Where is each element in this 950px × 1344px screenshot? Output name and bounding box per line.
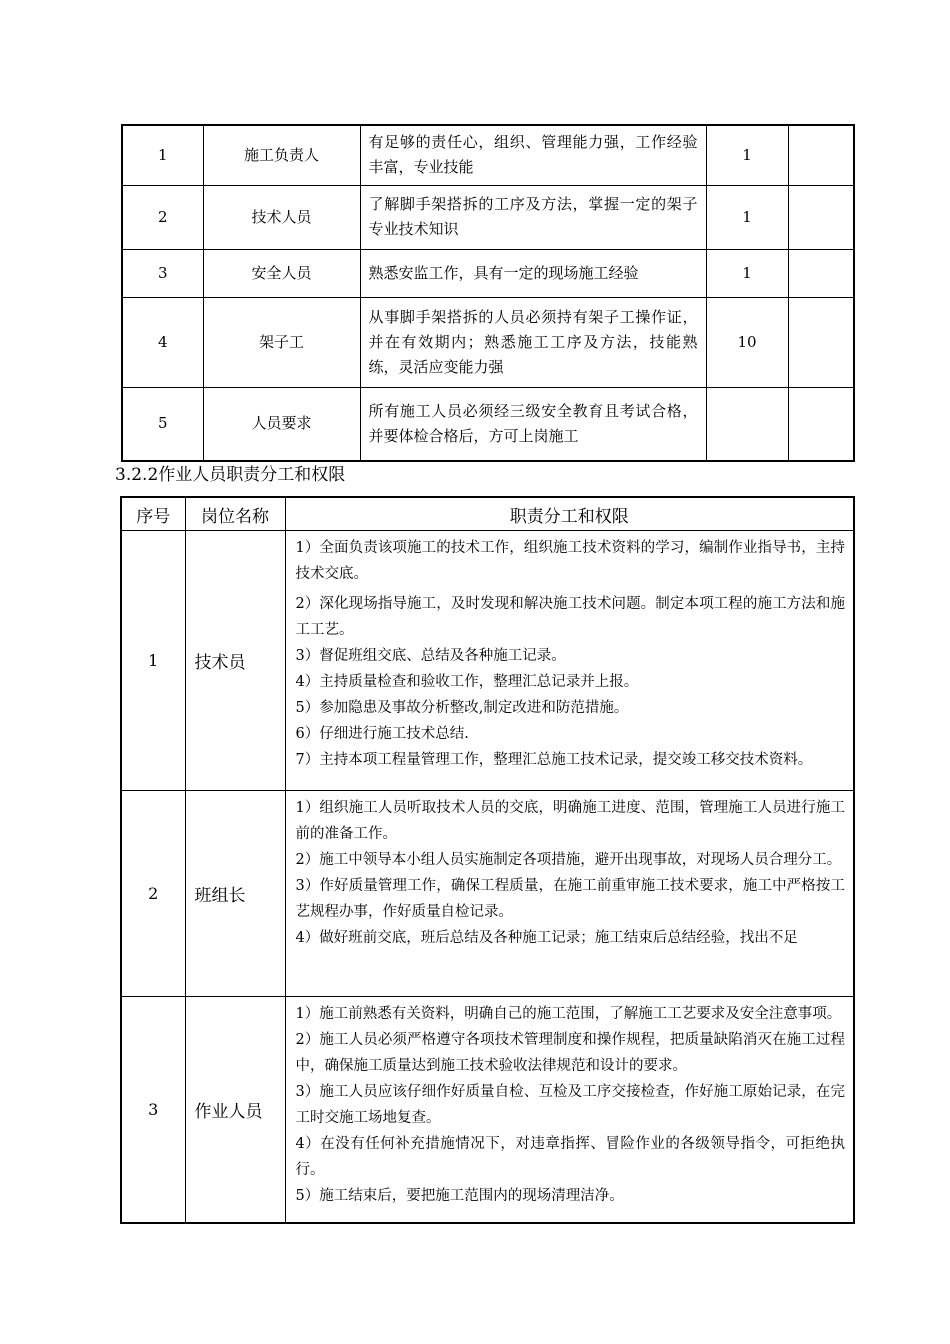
remark xyxy=(788,249,854,297)
position-name: 技术员 xyxy=(185,531,285,791)
remark xyxy=(788,297,854,387)
table-row xyxy=(122,387,854,461)
row-number: 4 xyxy=(122,297,203,387)
row-number: 1 xyxy=(122,125,203,185)
duty-item: 3）督促班组交底、总结及各种施工记录。 xyxy=(295,648,566,664)
headcount xyxy=(706,387,788,461)
duty-item: 4）在没有任何补充措施情况下，对违章指挥、冒险作业的各级领导指令，可拒绝执行。 xyxy=(295,1136,845,1178)
duty-item: 2）施工人员必须严格遵守各项技术管理制度和操作规程，把质量缺陷消灭在施工过程中，确保施工质量达到施工技术验收法律规范和设计的要求。 xyxy=(295,1032,845,1074)
header-position: 岗位名称 xyxy=(185,497,285,531)
duty-item: 3）作好质量管理工作，确保工程质量，在施工前重审施工技术要求，施工中严格按工艺规程办事，作好质量自检记录。 xyxy=(295,878,845,920)
table-row xyxy=(121,791,854,997)
role-requirement: 所有施工人员必须经三级安全教育且考试合格，并要体检合格后，方可上岗施工 xyxy=(360,387,706,461)
headcount: 10 xyxy=(706,297,788,387)
role-name: 技术人员 xyxy=(203,185,360,249)
position-name: 作业人员 xyxy=(185,997,285,1223)
responsibilities-table xyxy=(120,496,855,1224)
row-number: 3 xyxy=(122,249,203,297)
remark xyxy=(788,387,854,461)
duty-item: 1）施工前熟悉有关资料，明确自己的施工范围，了解施工工艺要求及安全注意事项。 xyxy=(295,1006,842,1022)
role-name: 架子工 xyxy=(203,297,360,387)
duty-item: 2）深化现场指导施工，及时发现和解决施工技术问题。制定本项工程的施工方法和施工工艺。 xyxy=(295,596,845,638)
remark xyxy=(788,185,854,249)
row-number: 1 xyxy=(121,531,185,791)
table-row xyxy=(122,297,854,387)
duty-item: 5）施工结束后，要把施工范围内的现场清理洁净。 xyxy=(295,1188,624,1204)
duty-item: 7）主持本项工程量管理工作，整理汇总施工技术记录，提交竣工移交技术资料。 xyxy=(295,752,813,768)
role-requirement: 熟悉安监工作，具有一定的现场施工经验 xyxy=(360,249,706,297)
row-number: 2 xyxy=(121,791,185,997)
table-row xyxy=(121,997,854,1223)
duty-item: 5）参加隐患及事故分析整改,制定改进和防范措施。 xyxy=(295,700,629,716)
duties-cell xyxy=(285,531,854,791)
table-row xyxy=(122,249,854,297)
remark xyxy=(788,125,854,185)
duty-item: 1）全面负责该项施工的技术工作，组织施工技术资料的学习，编制作业指导书，主持技术交底。 xyxy=(295,540,845,582)
role-requirement: 从事脚手架搭拆的人员必须持有架子工操作证，并在有效期内；熟悉施工工序及方法，技能熟练，灵活应变能力强 xyxy=(360,297,706,387)
position-name: 班组长 xyxy=(185,791,285,997)
headcount: 1 xyxy=(706,185,788,249)
duty-item: 1）组织施工人员听取技术人员的交底，明确施工进度、范围，管理施工人员进行施工前的准备工作。 xyxy=(295,800,845,842)
headcount: 1 xyxy=(706,125,788,185)
role-name: 安全人员 xyxy=(203,249,360,297)
role-name: 人员要求 xyxy=(203,387,360,461)
table-row xyxy=(121,531,854,791)
row-number: 3 xyxy=(121,997,185,1223)
duties-cell xyxy=(285,791,854,997)
table-row xyxy=(122,185,854,249)
table-row xyxy=(122,125,854,185)
role-requirement: 有足够的责任心，组织、管理能力强，工作经验丰富，专业技能 xyxy=(360,125,706,185)
row-number: 5 xyxy=(122,387,203,461)
table-header-row xyxy=(121,497,854,531)
role-name: 施工负责人 xyxy=(203,125,360,185)
personnel-requirements-table xyxy=(121,124,855,462)
duty-item: 3）施工人员应该仔细作好质量自检、互检及工序交接检查，作好施工原始记录，在完工时交施工场地复查。 xyxy=(295,1084,845,1126)
duty-item: 4）做好班前交底，班后总结及各种施工记录；施工结束后总结经验，找出不足 xyxy=(295,930,798,946)
duty-item: 6）仔细进行施工技术总结. xyxy=(295,726,469,742)
duty-item: 2）施工中领导本小组人员实施制定各项措施，避开出现事故，对现场人员合理分工。 xyxy=(295,852,842,868)
row-number: 2 xyxy=(122,185,203,249)
duties-cell xyxy=(285,997,854,1223)
section-heading: 3.2.2作业人员职责分工和权限 xyxy=(115,465,346,485)
headcount: 1 xyxy=(706,249,788,297)
duty-item: 4）主持质量检查和验收工作，整理汇总记录并上报。 xyxy=(295,674,639,690)
header-duties: 职责分工和权限 xyxy=(285,497,854,531)
header-number: 序号 xyxy=(121,497,185,531)
role-requirement: 了解脚手架搭拆的工序及方法，掌握一定的架子专业技术知识 xyxy=(360,185,706,249)
